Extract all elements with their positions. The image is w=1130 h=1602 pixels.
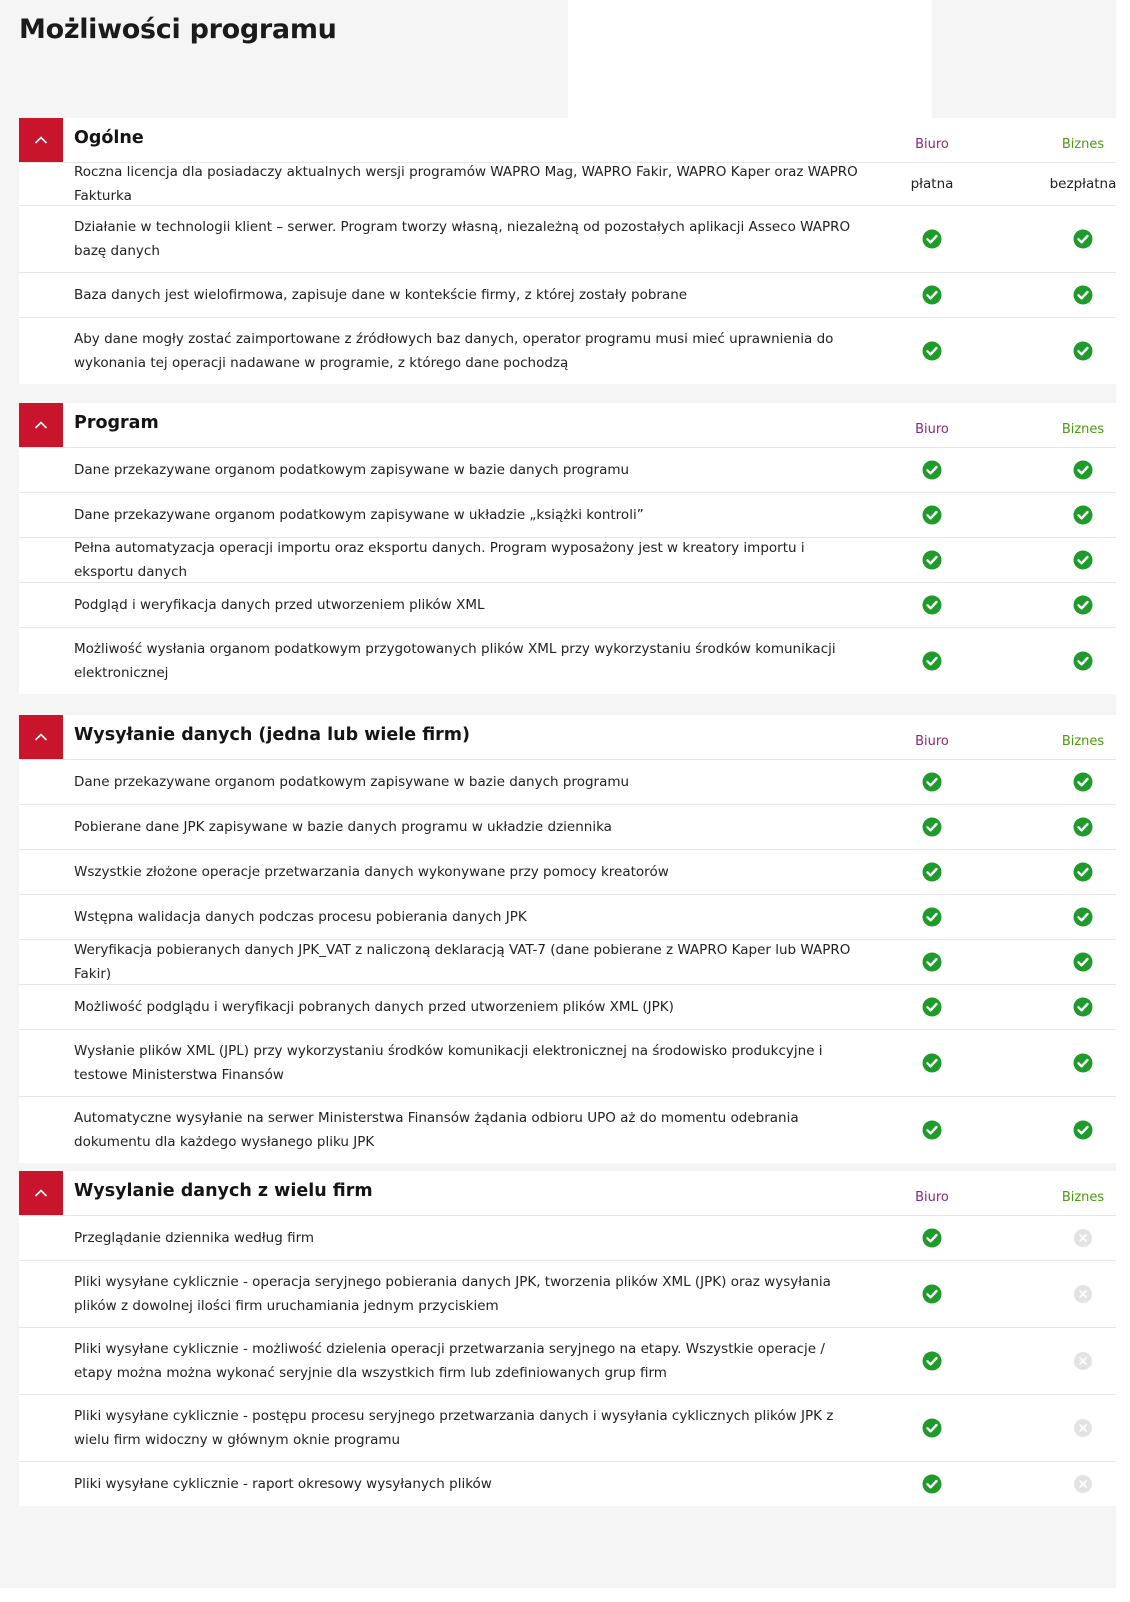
- check-icon: [872, 1284, 992, 1304]
- check-icon: [872, 1418, 992, 1438]
- check-icon: [1023, 997, 1130, 1017]
- feature-text: Pobierane dane JPK zapisywane w bazie danych programu w układzie dziennika: [74, 819, 612, 835]
- feature-row: [19, 1462, 1116, 1506]
- collapse-toggle-button[interactable]: [19, 118, 63, 162]
- section-title: Wysylanie danych z wielu firm: [74, 1181, 373, 1201]
- feature-row: [19, 493, 1116, 538]
- collapse-toggle-button[interactable]: [19, 715, 63, 759]
- check-icon: [1023, 952, 1130, 972]
- feature-row: [19, 1030, 1116, 1097]
- check-icon: [872, 651, 992, 671]
- feature-text: Możliwość wysłania organom podatkowym przygotowanych plików XML przy wykorzystaniu środków komunikacji elektronicznej: [74, 641, 836, 681]
- column-label-biuro: Biuro: [915, 422, 949, 437]
- feature-row: [19, 448, 1116, 493]
- feature-row: [19, 318, 1116, 384]
- check-icon: [872, 997, 992, 1017]
- check-icon: [872, 1474, 992, 1494]
- feature-row: [19, 895, 1116, 940]
- feature-row: [19, 805, 1116, 850]
- feature-row: [19, 1216, 1116, 1261]
- feature-section: [19, 118, 1116, 384]
- column-label-biznes: Biznes: [1061, 422, 1105, 437]
- feature-text: Podgląd i weryfikacja danych przed utworzeniem plików XML: [74, 597, 485, 613]
- column-label-biuro: Biuro: [915, 1190, 949, 1205]
- check-icon: [872, 505, 992, 525]
- section-title: Wysyłanie danych (jedna lub wiele firm): [74, 725, 471, 745]
- feature-row: [19, 206, 1116, 273]
- feature-text: Pliki wysyłane cyklicznie - operacja seryjnego pobierania danych JPK, tworzenia plików XML (JPK) oraz wysyłania plików z dowolnej ilości firm uruchamiania jednym przyciskiem: [74, 1274, 831, 1314]
- feature-text: Wysłanie plików XML (JPL) przy wykorzystaniu środków komunikacji elektronicznej na środowisko produkcyjne i testowe Ministerstwa Finansów: [74, 1043, 823, 1083]
- feature-text: Wszystkie złożone operacje przetwarzania danych wykonywane przy pomocy kreatorów: [74, 864, 669, 880]
- feature-text: Pliki wysyłane cyklicznie - postępu procesu seryjnego przetwarzania danych i wysyłania cyklicznych plików JPK z wielu firm widoczny w głównym oknie programu: [74, 1408, 834, 1448]
- unavailable-icon: [1023, 1474, 1130, 1494]
- feature-text: Działanie w technologii klient – serwer. Program tworzy własną, niezależną od pozostałych aplikacji Asseco WAPRO bazę danych: [74, 219, 851, 259]
- feature-section: [19, 1171, 1116, 1506]
- section-title: Program: [74, 413, 159, 433]
- check-icon: [1023, 907, 1130, 927]
- feature-text: Dane przekazywane organom podatkowym zapisywane w układzie „książki kontroli”: [74, 507, 644, 523]
- collapse-toggle-button[interactable]: [19, 403, 63, 447]
- check-icon: [872, 229, 992, 249]
- header-gap: [568, 0, 932, 120]
- check-icon: [872, 1351, 992, 1371]
- feature-text: Pliki wysyłane cyklicznie - raport okresowy wysyłanych plików: [74, 1476, 492, 1492]
- check-icon: [872, 285, 992, 305]
- check-icon: [1023, 817, 1130, 837]
- feature-text: Aby dane mogły zostać zaimportowane z źródłowych baz danych, operator programu musi mieć uprawnienia do wykonania tej operacji nadawane w programie, z którego dane pochodzą: [74, 331, 834, 371]
- feature-text: Roczna licencja dla posiadaczy aktualnych wersji programów WAPRO Mag, WAPRO Fakir, WAPRO Kaper oraz WAPRO Fakturka: [74, 164, 858, 204]
- column-label-biznes: Biznes: [1061, 1190, 1105, 1205]
- section-header: [19, 715, 1116, 760]
- feature-section: [19, 403, 1116, 694]
- feature-row: [19, 940, 1116, 985]
- check-icon: [1023, 285, 1130, 305]
- check-icon: [1023, 341, 1130, 361]
- feature-text: Automatyczne wysyłanie na serwer Ministerstwa Finansów żądania odbioru UPO aż do momentu odebrania dokumentu dla każdego wysłanego pliku JPK: [74, 1110, 799, 1150]
- feature-row: [19, 1261, 1116, 1328]
- collapse-toggle-button[interactable]: [19, 1171, 63, 1215]
- feature-text: Przeglądanie dziennika według firm: [74, 1230, 315, 1246]
- feature-row: [19, 163, 1116, 206]
- section-header: [19, 403, 1116, 448]
- check-icon: [872, 772, 992, 792]
- check-icon: [872, 907, 992, 927]
- check-icon: [1023, 595, 1130, 615]
- section-header: [19, 118, 1116, 163]
- feature-text: Baza danych jest wielofirmowa, zapisuje dane w kontekście firmy, z której zostały pobrane: [74, 287, 688, 303]
- unavailable-icon: [1023, 1418, 1130, 1438]
- check-icon: [872, 952, 992, 972]
- chevron-up-icon: [34, 135, 48, 145]
- check-icon: [1023, 505, 1130, 525]
- feature-row: [19, 985, 1116, 1030]
- feature-section: [19, 715, 1116, 1163]
- column-label-biznes: Biznes: [1061, 734, 1105, 749]
- chevron-up-icon: [34, 732, 48, 742]
- check-icon: [872, 460, 992, 480]
- check-icon: [872, 1228, 992, 1248]
- feature-row: [19, 1097, 1116, 1163]
- feature-row: [19, 273, 1116, 318]
- feature-text: Dane przekazywane organom podatkowym zapisywane w bazie danych programu: [74, 774, 630, 790]
- feature-row: [19, 850, 1116, 895]
- check-icon: [1023, 651, 1130, 671]
- chevron-up-icon: [34, 1188, 48, 1198]
- column-label-biuro: Biuro: [915, 734, 949, 749]
- feature-row: [19, 583, 1116, 628]
- check-icon: [1023, 1120, 1130, 1140]
- unavailable-icon: [1023, 1228, 1130, 1248]
- feature-text: Pliki wysyłane cyklicznie - możliwość dzielenia operacji przetwarzania seryjnego na etapy. Wszystkie operacje / etapy można można wykonać seryjnie dla wszystkich firm lub zdefiniowanych grup firm: [74, 1341, 825, 1381]
- page-title: Możliwości programu: [19, 14, 337, 45]
- column-label-biznes: Biznes: [1061, 137, 1105, 152]
- check-icon: [872, 817, 992, 837]
- check-icon: [1023, 229, 1130, 249]
- feature-text: Możliwość podglądu i weryfikacji pobranych danych przed utworzeniem plików XML (JPK): [74, 999, 674, 1015]
- section-header: [19, 1171, 1116, 1216]
- unavailable-icon: [1023, 1351, 1130, 1371]
- feature-row: [19, 628, 1116, 694]
- check-icon: [872, 862, 992, 882]
- feature-row: [19, 1328, 1116, 1395]
- unavailable-icon: [1023, 1284, 1130, 1304]
- check-icon: [1023, 1053, 1130, 1073]
- check-icon: [872, 1120, 992, 1140]
- chevron-up-icon: [34, 420, 48, 430]
- check-icon: [1023, 862, 1130, 882]
- check-icon: [872, 341, 992, 361]
- feature-text: Wstępna walidacja danych podczas procesu pobierania danych JPK: [74, 909, 527, 925]
- section-title: Ogólne: [74, 128, 144, 148]
- feature-row: [19, 760, 1116, 805]
- feature-row: [19, 1395, 1116, 1462]
- check-icon: [1023, 550, 1130, 570]
- biznes-value: bezpłatna: [1049, 176, 1117, 192]
- column-label-biuro: Biuro: [915, 137, 949, 152]
- check-icon: [872, 550, 992, 570]
- feature-text: Dane przekazywane organom podatkowym zapisywane w bazie danych programu: [74, 462, 630, 478]
- check-icon: [1023, 772, 1130, 792]
- biuro-value: płatna: [910, 176, 954, 192]
- feature-text: Pełna automatyzacja operacji importu oraz eksportu danych. Program wyposażony jest w kreatory importu i eksportu danych: [74, 540, 805, 580]
- check-icon: [872, 595, 992, 615]
- feature-row: [19, 538, 1116, 583]
- check-icon: [1023, 460, 1130, 480]
- check-icon: [872, 1053, 992, 1073]
- feature-text: Weryfikacja pobieranych danych JPK_VAT z naliczoną deklaracją VAT-7 (dane pobierane z WAPRO Kaper lub WAPRO Fakir): [74, 942, 851, 982]
